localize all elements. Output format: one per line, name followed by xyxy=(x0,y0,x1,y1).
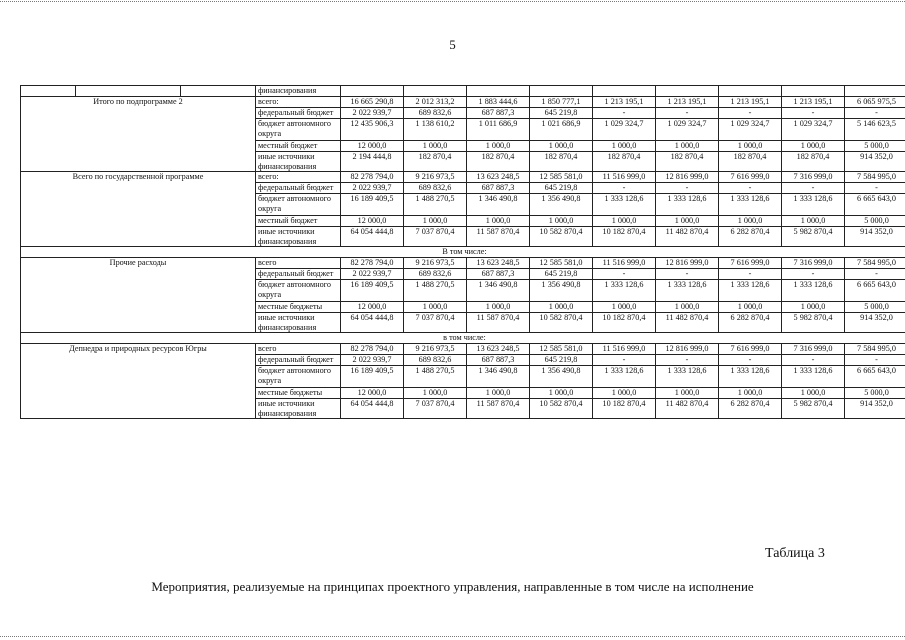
value-cell: 689 832,6 xyxy=(404,183,467,194)
value-cell: 182 870,4 xyxy=(782,152,845,172)
value-cell: 1 000,0 xyxy=(404,216,467,227)
value-cell: 1 011 686,9 xyxy=(467,119,530,141)
value-cell: 1 850 777,1 xyxy=(530,97,593,108)
value-cell: 1 000,0 xyxy=(530,141,593,152)
table-title: Мероприятия, реализуемые на принципах проектного управления, направленные в том числе на исполнение xyxy=(151,579,754,594)
table-row xyxy=(21,344,905,355)
continuation-row xyxy=(21,86,905,97)
value-cell: 1 333 128,6 xyxy=(593,194,656,216)
source-cell: местные бюджеты xyxy=(256,302,341,313)
table-cell xyxy=(530,86,593,97)
value-cell: 689 832,6 xyxy=(404,108,467,119)
value-cell: 5 982 870,4 xyxy=(782,313,845,333)
value-cell: 1 333 128,6 xyxy=(593,366,656,388)
source-cell: федеральный бюджет xyxy=(256,108,341,119)
value-cell: 182 870,4 xyxy=(593,152,656,172)
value-cell: 6 665 643,0 xyxy=(845,280,905,302)
value-cell: 13 623 248,5 xyxy=(467,172,530,183)
value-cell: 1 488 270,5 xyxy=(404,280,467,302)
value-cell: 1 000,0 xyxy=(530,388,593,399)
value-cell: - xyxy=(782,269,845,280)
value-cell: 645 219,8 xyxy=(530,269,593,280)
value-cell: 9 216 973,5 xyxy=(404,344,467,355)
source-cell: бюджет автономного округа xyxy=(256,194,341,216)
value-cell: 16 189 409,5 xyxy=(341,366,404,388)
source-cell: местный бюджет xyxy=(256,216,341,227)
value-cell: 6 665 643,0 xyxy=(845,366,905,388)
value-cell: 1 346 490,8 xyxy=(467,366,530,388)
value-cell: 1 333 128,6 xyxy=(656,366,719,388)
value-cell: 2 194 444,8 xyxy=(341,152,404,172)
value-cell: 12 816 999,0 xyxy=(656,172,719,183)
value-cell: 182 870,4 xyxy=(467,152,530,172)
value-cell: 2 022 939,7 xyxy=(341,269,404,280)
value-cell: 7 616 999,0 xyxy=(719,258,782,269)
value-cell: 10 182 870,4 xyxy=(593,313,656,333)
source-cell: всего xyxy=(256,344,341,355)
value-cell: 12 816 999,0 xyxy=(656,258,719,269)
value-cell: - xyxy=(656,269,719,280)
value-cell: 5 000,0 xyxy=(845,216,905,227)
value-cell: 11 587 870,4 xyxy=(467,399,530,419)
value-cell: 914 352,0 xyxy=(845,227,905,247)
value-cell: 1 000,0 xyxy=(719,388,782,399)
value-cell: 1 000,0 xyxy=(782,141,845,152)
source-cell: бюджет автономного округа xyxy=(256,119,341,141)
value-cell: 1 333 128,6 xyxy=(656,280,719,302)
value-cell: 10 182 870,4 xyxy=(593,227,656,247)
table-number: Таблица 3 xyxy=(765,546,825,561)
value-cell: - xyxy=(782,183,845,194)
table-cell xyxy=(845,86,905,97)
value-cell: 182 870,4 xyxy=(719,152,782,172)
value-cell: 7 316 999,0 xyxy=(782,344,845,355)
value-cell: 1 000,0 xyxy=(656,388,719,399)
value-cell: 1 000,0 xyxy=(467,141,530,152)
value-cell: 1 333 128,6 xyxy=(593,280,656,302)
value-cell: 7 316 999,0 xyxy=(782,172,845,183)
value-cell: 7 616 999,0 xyxy=(719,172,782,183)
value-cell: 10 582 870,4 xyxy=(530,399,593,419)
value-cell: 10 582 870,4 xyxy=(530,227,593,247)
value-cell: 1 000,0 xyxy=(719,141,782,152)
source-cell: всего: xyxy=(256,97,341,108)
value-cell: 1 213 195,1 xyxy=(782,97,845,108)
continuation-cell: финансирования xyxy=(256,86,341,97)
value-cell: 1 213 195,1 xyxy=(593,97,656,108)
value-cell: 5 982 870,4 xyxy=(782,399,845,419)
value-cell: 6 065 975,5 xyxy=(845,97,905,108)
value-cell: - xyxy=(656,355,719,366)
value-cell: 6 282 870,4 xyxy=(719,399,782,419)
value-cell: - xyxy=(845,183,905,194)
value-cell: 16 189 409,5 xyxy=(341,280,404,302)
value-cell: 5 000,0 xyxy=(845,302,905,313)
value-cell: 13 623 248,5 xyxy=(467,258,530,269)
value-cell: 689 832,6 xyxy=(404,355,467,366)
value-cell: 7 037 870,4 xyxy=(404,313,467,333)
value-cell: 5 982 870,4 xyxy=(782,227,845,247)
table-cell xyxy=(782,86,845,97)
value-cell: 1 333 128,6 xyxy=(719,194,782,216)
value-cell: 1 333 128,6 xyxy=(782,366,845,388)
value-cell: 1 000,0 xyxy=(530,216,593,227)
value-cell: 1 000,0 xyxy=(593,302,656,313)
source-cell: бюджет автономного округа xyxy=(256,366,341,388)
value-cell: 16 189 409,5 xyxy=(341,194,404,216)
value-cell: - xyxy=(656,108,719,119)
source-cell: иные источники финансирования xyxy=(256,399,341,419)
value-cell: - xyxy=(845,108,905,119)
value-cell: 1 000,0 xyxy=(530,302,593,313)
page-bottom-edge xyxy=(0,636,905,637)
value-cell: - xyxy=(656,183,719,194)
value-cell: 1 029 324,7 xyxy=(593,119,656,141)
table-row xyxy=(21,172,905,183)
value-cell: 1 356 490,8 xyxy=(530,280,593,302)
value-cell: 7 584 995,0 xyxy=(845,258,905,269)
source-cell: иные источники финансирования xyxy=(256,152,341,172)
value-cell: 7 616 999,0 xyxy=(719,344,782,355)
value-cell: 1 213 195,1 xyxy=(719,97,782,108)
subheader-cell: в том числе: xyxy=(21,333,905,344)
value-cell: 9 216 973,5 xyxy=(404,172,467,183)
value-cell: 1 000,0 xyxy=(467,388,530,399)
table-cell xyxy=(719,86,782,97)
value-cell: 1 333 128,6 xyxy=(782,194,845,216)
value-cell: 1 356 490,8 xyxy=(530,194,593,216)
value-cell: 2 012 313,2 xyxy=(404,97,467,108)
value-cell: 1 333 128,6 xyxy=(782,280,845,302)
value-cell: 12 435 906,3 xyxy=(341,119,404,141)
value-cell: 687 887,3 xyxy=(467,183,530,194)
source-cell: федеральный бюджет xyxy=(256,355,341,366)
subheader-row xyxy=(21,247,905,258)
table-row xyxy=(21,97,905,108)
value-cell: 1 000,0 xyxy=(656,302,719,313)
value-cell: 1 333 128,6 xyxy=(719,280,782,302)
table-cell xyxy=(467,86,530,97)
value-cell: 12 585 581,0 xyxy=(530,344,593,355)
section-name-cell: Прочие расходы xyxy=(21,258,256,333)
source-cell: местные бюджеты xyxy=(256,388,341,399)
value-cell: 11 587 870,4 xyxy=(467,313,530,333)
value-cell: 6 282 870,4 xyxy=(719,227,782,247)
source-cell: всего: xyxy=(256,172,341,183)
value-cell: 13 623 248,5 xyxy=(467,344,530,355)
table-cell xyxy=(181,86,256,97)
value-cell: - xyxy=(593,108,656,119)
value-cell: - xyxy=(782,355,845,366)
value-cell: 5 000,0 xyxy=(845,141,905,152)
value-cell: - xyxy=(845,269,905,280)
value-cell: 1 000,0 xyxy=(656,216,719,227)
value-cell: 11 482 870,4 xyxy=(656,399,719,419)
value-cell: 1 333 128,6 xyxy=(719,366,782,388)
table-row xyxy=(21,258,905,269)
source-cell: федеральный бюджет xyxy=(256,269,341,280)
table-cell xyxy=(404,86,467,97)
value-cell: 7 037 870,4 xyxy=(404,399,467,419)
value-cell: 1 213 195,1 xyxy=(656,97,719,108)
value-cell: 1 000,0 xyxy=(782,388,845,399)
value-cell: 11 516 999,0 xyxy=(593,258,656,269)
value-cell: - xyxy=(593,355,656,366)
source-cell: иные источники финансирования xyxy=(256,313,341,333)
value-cell: 1 000,0 xyxy=(656,141,719,152)
value-cell: 11 516 999,0 xyxy=(593,344,656,355)
subheader-row xyxy=(21,333,905,344)
value-cell: 7 584 995,0 xyxy=(845,172,905,183)
value-cell: 6 282 870,4 xyxy=(719,313,782,333)
value-cell: 64 054 444,8 xyxy=(341,399,404,419)
table-cell xyxy=(656,86,719,97)
value-cell: 7 584 995,0 xyxy=(845,344,905,355)
value-cell: 914 352,0 xyxy=(845,399,905,419)
value-cell: - xyxy=(782,108,845,119)
value-cell: 11 482 870,4 xyxy=(656,227,719,247)
value-cell: 12 000,0 xyxy=(341,216,404,227)
value-cell: 16 665 290,8 xyxy=(341,97,404,108)
value-cell: 1 029 324,7 xyxy=(656,119,719,141)
value-cell: 645 219,8 xyxy=(530,355,593,366)
page-number: 5 xyxy=(449,37,456,52)
value-cell: - xyxy=(719,355,782,366)
subheader-cell: В том числе: xyxy=(21,247,905,258)
value-cell: 64 054 444,8 xyxy=(341,227,404,247)
value-cell: 1 000,0 xyxy=(593,141,656,152)
value-cell: 1 356 490,8 xyxy=(530,366,593,388)
value-cell: 1 000,0 xyxy=(782,216,845,227)
value-cell: 7 037 870,4 xyxy=(404,227,467,247)
value-cell: 1 488 270,5 xyxy=(404,194,467,216)
value-cell: 7 316 999,0 xyxy=(782,258,845,269)
value-cell: 645 219,8 xyxy=(530,108,593,119)
table-cell xyxy=(593,86,656,97)
source-cell: всего xyxy=(256,258,341,269)
value-cell: - xyxy=(719,269,782,280)
table-cell xyxy=(341,86,404,97)
value-cell: 82 278 794,0 xyxy=(341,258,404,269)
value-cell: 645 219,8 xyxy=(530,183,593,194)
value-cell: 914 352,0 xyxy=(845,313,905,333)
table-cell xyxy=(21,86,76,97)
value-cell: 12 585 581,0 xyxy=(530,258,593,269)
value-cell: 82 278 794,0 xyxy=(341,344,404,355)
value-cell: 12 000,0 xyxy=(341,302,404,313)
value-cell: 1 000,0 xyxy=(593,388,656,399)
section-name-cell: Депнедра и природных ресурсов Югры xyxy=(21,344,256,419)
value-cell: 12 000,0 xyxy=(341,388,404,399)
value-cell: 1 000,0 xyxy=(467,216,530,227)
value-cell: 182 870,4 xyxy=(530,152,593,172)
value-cell: 1 000,0 xyxy=(404,388,467,399)
source-cell: местный бюджет xyxy=(256,141,341,152)
table-body xyxy=(21,86,905,419)
value-cell: 1 883 444,6 xyxy=(467,97,530,108)
value-cell: - xyxy=(719,108,782,119)
source-cell: бюджет автономного округа xyxy=(256,280,341,302)
value-cell: 1 333 128,6 xyxy=(656,194,719,216)
section-name-cell: Итого по подпрограмме 2 xyxy=(21,97,256,172)
value-cell: 6 665 643,0 xyxy=(845,194,905,216)
value-cell: 1 029 324,7 xyxy=(719,119,782,141)
value-cell: 5 146 623,5 xyxy=(845,119,905,141)
value-cell: - xyxy=(593,183,656,194)
page-top-edge xyxy=(0,1,905,2)
value-cell: 82 278 794,0 xyxy=(341,172,404,183)
value-cell: 1 000,0 xyxy=(404,141,467,152)
value-cell: 687 887,3 xyxy=(467,269,530,280)
value-cell: 1 000,0 xyxy=(719,216,782,227)
value-cell: - xyxy=(593,269,656,280)
value-cell: 1 138 610,2 xyxy=(404,119,467,141)
value-cell: 2 022 939,7 xyxy=(341,108,404,119)
value-cell: 1 029 324,7 xyxy=(782,119,845,141)
budget-table xyxy=(20,85,905,419)
value-cell: - xyxy=(845,355,905,366)
value-cell: 11 482 870,4 xyxy=(656,313,719,333)
value-cell: 12 585 581,0 xyxy=(530,172,593,183)
value-cell: 1 000,0 xyxy=(404,302,467,313)
value-cell: 2 022 939,7 xyxy=(341,183,404,194)
value-cell: 1 021 686,9 xyxy=(530,119,593,141)
value-cell: 1 000,0 xyxy=(719,302,782,313)
value-cell: 11 587 870,4 xyxy=(467,227,530,247)
value-cell: 182 870,4 xyxy=(656,152,719,172)
value-cell: 2 022 939,7 xyxy=(341,355,404,366)
value-cell: 64 054 444,8 xyxy=(341,313,404,333)
value-cell: 1 488 270,5 xyxy=(404,366,467,388)
value-cell: - xyxy=(719,183,782,194)
value-cell: 1 346 490,8 xyxy=(467,280,530,302)
value-cell: 1 000,0 xyxy=(467,302,530,313)
value-cell: 10 582 870,4 xyxy=(530,313,593,333)
value-cell: 1 000,0 xyxy=(782,302,845,313)
value-cell: 9 216 973,5 xyxy=(404,258,467,269)
value-cell: 12 816 999,0 xyxy=(656,344,719,355)
value-cell: 689 832,6 xyxy=(404,269,467,280)
value-cell: 914 352,0 xyxy=(845,152,905,172)
value-cell: 1 000,0 xyxy=(593,216,656,227)
section-name-cell: Всего по государственной программе xyxy=(21,172,256,247)
value-cell: 687 887,3 xyxy=(467,108,530,119)
value-cell: 12 000,0 xyxy=(341,141,404,152)
table-cell xyxy=(76,86,181,97)
source-cell: иные источники финансирования xyxy=(256,227,341,247)
value-cell: 10 182 870,4 xyxy=(593,399,656,419)
value-cell: 5 000,0 xyxy=(845,388,905,399)
value-cell: 11 516 999,0 xyxy=(593,172,656,183)
value-cell: 1 346 490,8 xyxy=(467,194,530,216)
source-cell: федеральный бюджет xyxy=(256,183,341,194)
value-cell: 182 870,4 xyxy=(404,152,467,172)
value-cell: 687 887,3 xyxy=(467,355,530,366)
